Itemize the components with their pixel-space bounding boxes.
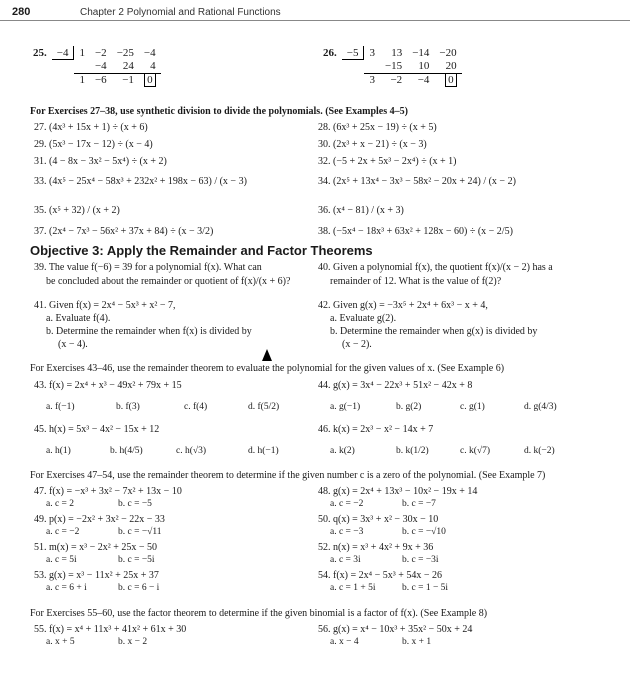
- division-cell: 1: [79, 46, 85, 59]
- exercise-44: 44. g(x) = 3x⁴ − 22x³ + 51x² − 42x + 8: [318, 380, 473, 391]
- exercise-43c: c. f(4): [184, 402, 208, 412]
- division-cell: −20: [439, 46, 457, 59]
- exercise-43b: b. f(3): [116, 402, 140, 412]
- exercise-53: 53. g(x) = x³ − 11x² + 25x + 37: [34, 570, 159, 581]
- exercise-42b-cont: (x − 2).: [342, 339, 372, 350]
- exercise-33: 33. (4x⁵ − 25x⁴ − 58x³ + 232x² + 198x − 63) / (x − 3): [34, 176, 247, 187]
- exercise-39-line-1: 39. The value f(−6) = 39 for a polynomial f(x). What can: [34, 262, 262, 273]
- exercise-26-division: [318, 46, 462, 87]
- division-cell: −25: [116, 46, 134, 59]
- exercise-25-root: −4: [52, 46, 74, 60]
- exercise-49a: a. c = −2: [46, 527, 80, 537]
- exercise-46d: d. k(−2): [524, 446, 555, 456]
- division-cell: −15: [384, 60, 403, 72]
- exercise-46a: a. k(2): [330, 446, 355, 456]
- exercise-44b: b. g(2): [396, 402, 422, 412]
- exercise-26-root: −5: [342, 46, 364, 60]
- exercise-25-division: [28, 46, 161, 87]
- instructions-47-54: For Exercises 47–54, use the remainder theorem to determine if the given number c is a zero of the polynomial. (See Example 7): [30, 470, 546, 481]
- division-cell: −2: [94, 46, 107, 59]
- exercise-44d: d. g(4/3): [524, 402, 557, 412]
- exercise-45: 45. h(x) = 5x³ − 4x² − 15x + 12: [34, 424, 160, 435]
- exercise-54a: a. c = 1 + 5i: [330, 583, 376, 593]
- exercise-48: 48. g(x) = 2x⁴ + 13x³ − 10x² − 19x + 14: [318, 486, 478, 497]
- exercise-29: 29. (5x³ − 17x − 12) ÷ (x − 4): [34, 139, 153, 150]
- exercise-34: 34. (2x⁵ + 13x⁴ − 3x³ − 58x² − 20x + 24) / (x − 2): [318, 176, 516, 187]
- exercise-55b: b. x − 2: [118, 637, 148, 647]
- exercise-41b-cont: (x − 4).: [58, 339, 88, 350]
- exercise-49b: b. c = −√11: [118, 527, 162, 537]
- exercise-50b: b. c = −√10: [402, 527, 446, 537]
- exercise-53b: b. c = 6 − i: [118, 583, 160, 593]
- division-cell: −4: [143, 46, 156, 59]
- exercise-38: 38. (−5x⁴ − 18x³ + 63x² + 128x − 60) ÷ (x − 2/5): [318, 226, 513, 237]
- instructions-43-46: For Exercises 43–46, use the remainder theorem to evaluate the polynomial for the given values of x. (See Example 6): [30, 363, 505, 374]
- division-cell: −1: [112, 73, 139, 87]
- exercise-47a: a. c = 2: [46, 499, 75, 509]
- division-cell: 24: [122, 60, 134, 72]
- exercise-52: 52. n(x) = x³ + 4x² + 9x + 36: [318, 542, 434, 553]
- exercise-53a: a. c = 6 + i: [46, 583, 87, 593]
- exercise-49: 49. p(x) = −2x² + 3x² − 22x − 33: [34, 514, 165, 525]
- exercise-56a: a. x − 4: [330, 637, 359, 647]
- exercise-26-label: 26.: [323, 46, 337, 59]
- exercise-48b: b. c = −7: [402, 499, 436, 509]
- page-number: 280: [12, 6, 31, 18]
- exercise-43: 43. f(x) = 2x⁴ + x³ − 49x² + 79x + 15: [34, 380, 182, 391]
- exercise-45b: b. h(4/5): [110, 446, 143, 456]
- exercise-46b: b. k(1/2): [396, 446, 429, 456]
- exercise-42a: a. Evaluate g(2).: [330, 313, 397, 324]
- division-cell: −4: [94, 60, 107, 72]
- chapter-title: Chapter 2 Polynomial and Rational Functions: [80, 7, 281, 18]
- division-cell: 20: [445, 60, 457, 72]
- exercise-44a: a. g(−1): [330, 402, 361, 412]
- exercise-32: 32. (−5 + 2x + 5x³ − 2x⁴) ÷ (x + 1): [318, 156, 457, 167]
- exercise-43d: d. f(5/2): [248, 402, 280, 412]
- exercise-51a: a. c = 5i: [46, 555, 77, 565]
- division-cell: 3: [369, 46, 375, 59]
- exercise-39-line-2: be concluded about the remainder or quotient of f(x)/(x + 6)?: [46, 276, 291, 287]
- mouse-cursor-icon: [262, 349, 272, 361]
- exercise-56b: b. x + 1: [402, 637, 432, 647]
- instructions-55-60: For Exercises 55–60, use the factor theorem to determine if the given binomial is a factor of f(x). (See Example 8): [30, 608, 488, 619]
- objective-heading: Objective 3: Apply the Remainder and Factor Theorems: [30, 243, 373, 258]
- exercise-52b: b. c = −3i: [402, 555, 439, 565]
- exercise-46c: c. k(√7): [460, 446, 491, 456]
- exercise-46: 46. k(x) = 2x³ − x² − 14x + 7: [318, 424, 434, 435]
- exercise-40-line-2: remainder of 12. What is the value of f(2)?: [330, 276, 502, 287]
- exercise-47b: b. c = −5: [118, 499, 152, 509]
- exercise-44c: c. g(1): [460, 402, 485, 412]
- exercise-37: 37. (2x⁴ − 7x³ − 56x² + 37x + 84) ÷ (x − 3/2): [34, 226, 214, 237]
- exercise-25-label: 25.: [33, 46, 47, 59]
- exercise-54: 54. f(x) = 2x⁴ − 5x³ + 54x − 26: [318, 570, 443, 581]
- division-cell: [74, 60, 90, 74]
- division-cell: −6: [90, 73, 112, 87]
- exercise-30: 30. (2x³ + x − 21) ÷ (x − 3): [318, 139, 427, 150]
- division-cell: 1: [74, 73, 90, 87]
- exercise-36: 36. (x⁴ − 81) / (x + 3): [318, 205, 404, 216]
- division-cell: [364, 60, 380, 74]
- division-cell: −14: [412, 46, 430, 59]
- exercise-48a: a. c = −2: [330, 499, 364, 509]
- division-cell: −4: [407, 73, 434, 87]
- exercise-27: 27. (4x³ + 15x + 1) ÷ (x + 6): [34, 122, 148, 133]
- division-cell: 4: [150, 60, 156, 72]
- exercise-55: 55. f(x) = x⁴ + 11x³ + 41x² + 61x + 30: [34, 624, 187, 635]
- exercise-55a: a. x + 5: [46, 637, 75, 647]
- exercise-45a: a. h(1): [46, 446, 71, 456]
- division-remainder: 0: [139, 73, 161, 87]
- exercise-41: 41. Given f(x) = 2x⁴ − 5x³ + x² − 7,: [34, 300, 176, 311]
- instructions-27-38: For Exercises 27–38, use synthetic division to divide the polynomials. (See Examples 4–5): [30, 106, 408, 117]
- exercise-52a: a. c = 3i: [330, 555, 361, 565]
- division-cell: 3: [364, 73, 380, 87]
- exercise-43a: a. f(−1): [46, 402, 75, 412]
- exercise-45c: c. h(√3): [176, 446, 207, 456]
- header-rule: [0, 20, 630, 21]
- exercise-28: 28. (6x³ + 25x − 19) ÷ (x + 5): [318, 122, 437, 133]
- exercise-41b: b. Determine the remainder when f(x) is divided by: [46, 326, 252, 337]
- exercise-41a: a. Evaluate f(4).: [46, 313, 111, 324]
- exercise-42b: b. Determine the remainder when g(x) is divided by: [330, 326, 538, 337]
- exercise-51b: b. c = −5i: [118, 555, 155, 565]
- exercise-54b: b. c = 1 − 5i: [402, 583, 449, 593]
- exercise-56: 56. g(x) = x⁴ − 10x³ + 35x² − 50x + 24: [318, 624, 473, 635]
- exercise-31: 31. (4 − 8x − 3x² − 5x⁴) ÷ (x + 2): [34, 156, 167, 167]
- exercise-51: 51. m(x) = x³ − 2x² + 25x − 50: [34, 542, 157, 553]
- exercise-45d: d. h(−1): [248, 446, 279, 456]
- division-cell: 10: [418, 60, 430, 72]
- exercise-50a: a. c = −3: [330, 527, 364, 537]
- exercise-50: 50. q(x) = 3x³ + x² − 30x − 10: [318, 514, 439, 525]
- exercise-42: 42. Given g(x) = −3x⁵ + 2x⁴ + 6x³ − x + 4,: [318, 300, 488, 311]
- exercise-35: 35. (x⁵ + 32) / (x + 2): [34, 205, 120, 216]
- exercise-47: 47. f(x) = −x³ + 3x² − 7x² + 13x − 10: [34, 486, 182, 497]
- division-cell: −2: [380, 73, 407, 87]
- division-remainder: 0: [434, 73, 461, 87]
- division-cell: 13: [391, 46, 403, 59]
- exercise-40-line-1: 40. Given a polynomial f(x), the quotient f(x)/(x − 2) has a: [318, 262, 553, 273]
